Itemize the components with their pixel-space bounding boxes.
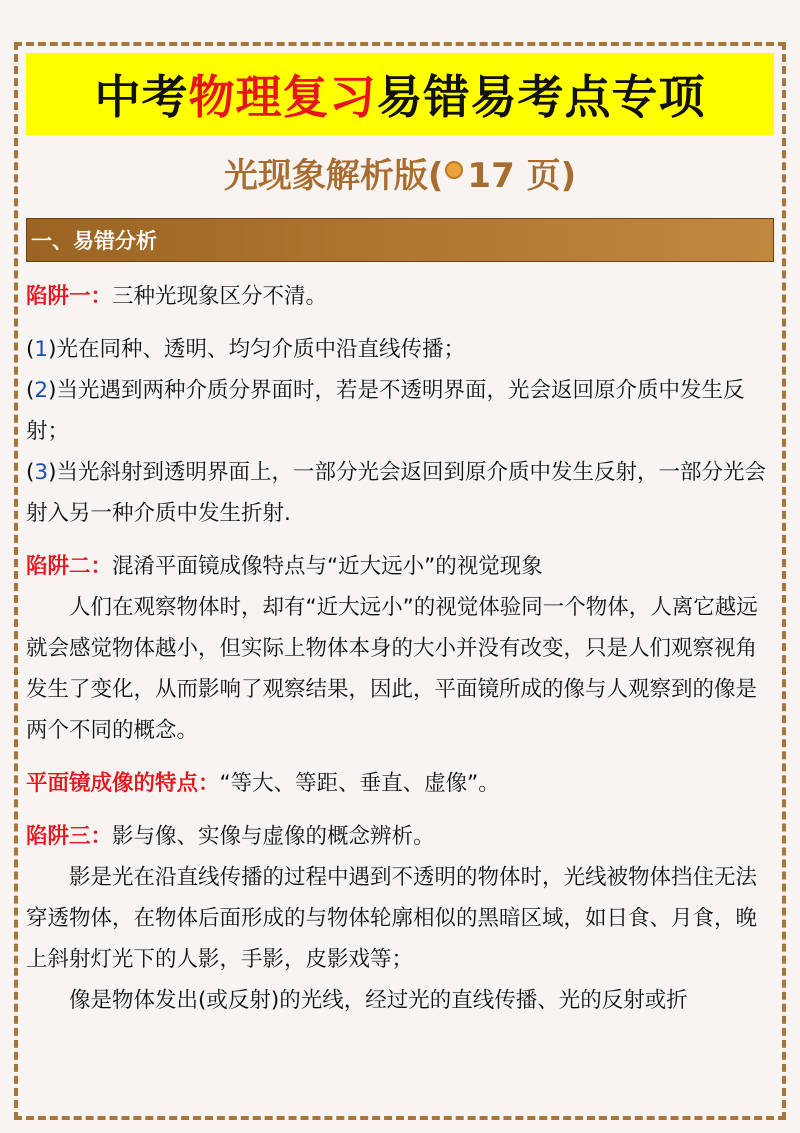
item-number: 3 [34, 460, 49, 485]
title-part-1: 中考 [94, 70, 189, 124]
trap-1-item-3 [26, 452, 774, 534]
item-text: )当光斜射到透明界面上，一部分光会返回到原介质中发生反射，一部分光会射入另一种介质中发生折射. [26, 460, 766, 526]
mirror-feature-label: 平面镜成像的特点： [26, 771, 220, 796]
item-text: )当光遇到两种介质分界面时，若是不透明界面，光会返回原介质中发生反射； [26, 378, 745, 444]
trap-1-label: 陷阱一： [26, 284, 113, 309]
coin-icon [445, 161, 463, 179]
trap-2-label: 陷阱二： [26, 554, 113, 579]
subtitle-text-2: 17 页) [467, 155, 577, 196]
mirror-feature-text: “等大、等距、垂直、虚像”。 [219, 771, 500, 796]
item-paren: ( [26, 460, 35, 485]
item-paren: ( [26, 378, 35, 403]
trap-1-item-1 [26, 329, 774, 370]
trap-3-paragraph-2: 像是物体发出(或反射)的光线，经过光的直线传播、光的反射或折 [69, 988, 688, 1013]
page-title [26, 53, 774, 135]
trap-2-paragraph: 人们在观察物体时，却有“近大远小”的视觉体验同一个物体，人离它越远就会感觉物体越小，但实际上物体本身的大小并没有改变，只是人们观察视角发生了变化，从而影响了观察结果，因此，平面镜所成的像与人观察到的像是两个不同的概念。 [26, 595, 758, 743]
trap-1-text: 三种光现象区分不清。 [112, 284, 328, 309]
title-part-2-highlight: 物理复习 [188, 70, 377, 124]
trap-3-heading [26, 816, 774, 857]
trap-1-item-2 [26, 370, 774, 452]
subtitle-text-1: 光现象解析版( [223, 155, 444, 196]
article-body [26, 276, 774, 1021]
item-paren: ( [26, 337, 35, 362]
section-heading-label: 一、易错分析 [31, 229, 157, 253]
section-heading [26, 218, 774, 262]
mirror-feature-line [26, 763, 774, 804]
trap-3-text: 影与像、实像与虚像的概念辨析。 [112, 824, 435, 849]
item-text: )光在同种、透明、均匀介质中沿直线传播； [48, 337, 465, 362]
page-subtitle [26, 146, 774, 198]
trap-2-heading [26, 546, 774, 587]
item-number: 2 [34, 378, 49, 403]
item-number: 1 [34, 337, 49, 362]
trap-2-text: 混淆平面镜成像特点与“近大远小”的视觉现象 [112, 554, 543, 579]
trap-3-label: 陷阱三： [26, 824, 113, 849]
trap-3-paragraph-1: 影是光在沿直线传播的过程中遇到不透明的物体时，光线被物体挡住无法穿透物体，在物体后面形成的与物体轮廓相似的黑暗区域，如日食、月食，晚上斜射灯光下的人影，手影，皮影戏等； [26, 865, 758, 972]
trap-1-heading [26, 276, 774, 317]
title-part-3: 易错易考点专项 [376, 70, 706, 124]
